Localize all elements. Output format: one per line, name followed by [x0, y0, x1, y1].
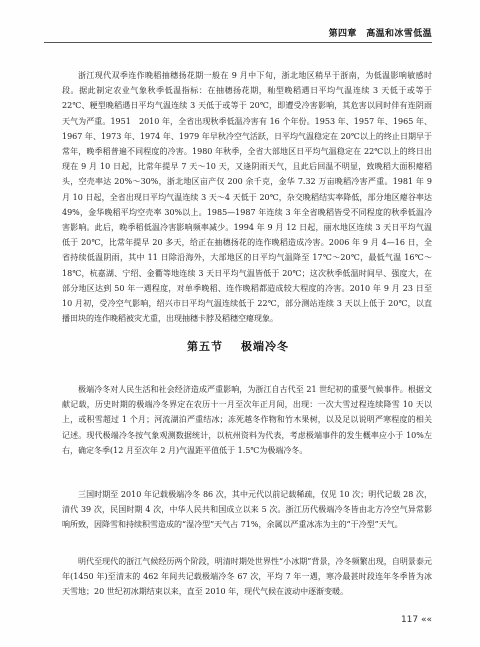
- paragraph-autumn-low-temperature: 浙江现代双季连作晚稻抽穗扬花期一般在 9 月中下旬，浙北地区稍早于浙南，为低温影响敏感时段。据此制定农业气象秋季低温指标：在抽穗扬花期，籼型晚稻遇日平均气温连续 3 天低于或等于 22℃、粳型晚稻遇日平均气温连续 3 天低于或等于 20℃，即遭受冷害影响，其危害以同时伴有连阴雨天气为严重。1951 2010 年，全省出现秋季低温冷害有 16 个年份。1953 年、1957 年、1965 年、1967 年、1973 年、1974 年、1979 年早秋冷空气活跃，日平均气温稳定在 20℃以上的终止日期早于常年，晚季稻普遍不同程度的冷害。1980 年秋季，全省大部地区日平均气温稳定在 22℃以上的终日出现在 9 月 10 日起，比常年提早 7 天～10 天，又逢阴雨天气，且此后回温不明显，致晚稻大面积瘪稻头，空壳率达 20%～30%，浙北地区亩产仅 200 余千克，金华 7.32 万亩晚稻冷害严重。1981 年 9 月 10 日起，全省出现日平均气温连续 3 天～4 天低于 20℃，杂交晚稻结实率降低，部分地区瘪谷率达 49%，金华晚稻平均空壳率 30%以上。1985—1987 年连续 3 年全省晚稻皆受不同程度的秋季低温冷害影响。此后，晚季稻低温冷害影响频率减少。1994 年 9 月 12 日起，丽水地区连续 3 天日平均气温低于 20℃，比常年提早 20 多天，给正在抽穗扬花的连作晚稻造成冷害。2006 年 9 月 4—16 日，全省持续低温阴雨，其中 11 日除沿海外，大部地区的日平均气温降至 17℃～20℃，最低气温 16℃～18℃，杭嘉湖、宁绍、金衢等地连续 3 天日平均气温皆低于 20℃；这次秋季低温时间早、强度大，在部分地区达到 50 年一遇程度，对单季晚稻、连作晚稻都造成较大程度的冷害。2010 年 9 月 23 日至 10 月初，受冷空气影响，绍兴市日平均气温连续低于 22℃，部分测站连续 3 天以上低于 20℃，以直播田块的连作晚稻被灾尤重，出现抽穗卡脖及稻穗空瘪现象。: [62, 71, 432, 324]
- header-rule: [44, 42, 432, 43]
- section-heading: [44, 338, 432, 354]
- paragraph-extreme-cold-definition: 极端冷冬对人民生活和社会经济造成严重影响，为浙江自古代至 21 世纪初的重要气候事件。根据文献记载，历史时期的极端冷冬界定在农历十一月至次年正月间，出现：一次大雪过程连续降雪 10 天以上，或积雪超过 1 个月；河流湖泊严重结冰；冻死越冬作物和竹木果树，以及足以说明严寒程度的相关记述。现代极端冷冬按气象观测数据统计，以杭州资料为代表，考虑极端事件的发生概率应小于 10%左右，确定冬季(12 月至次年 2 月)气温距平值低于 1.5℃为极端冷冬。: [62, 385, 432, 455]
- paragraph-extreme-cold-records: 三国时期至 2010 年记载极端冷冬 86 次，其中元代以前记载稀疏，仅见 10 次；明代记载 28 次，清代 39 次，民国时期 4 次，中华人民共和国成立以来 5 次。浙江历代极端冷冬皆由北方冷空气异常影响所致，因降雪和持续积雪造成的“湿冷型”天气占 71%，余属以严重冰冻为主的“干冷型”天气。: [62, 490, 432, 530]
- page-number: 117 ««: [400, 615, 432, 625]
- chapter-title: 第四章 高温和冰雪低温: [328, 29, 432, 39]
- section-number: 第五节: [187, 340, 223, 353]
- paragraph-climate-stages: 明代至现代的浙江气候经历两个阶段，明清时期处世界性“小冰期”背景，冷冬频繁出现，自明景泰元年(1450 年)至清末的 462 年间共记载极端冷冬 67 次，平均 7 年一遇，寒冷最甚时段连年冬季皆为冰天雪地；20 世纪初冰期结束以来，直至 2010 年，现代气候在波动中逐渐变暖。: [62, 557, 432, 597]
- running-header: [44, 26, 432, 42]
- section-title: 极端冷冬: [241, 340, 289, 353]
